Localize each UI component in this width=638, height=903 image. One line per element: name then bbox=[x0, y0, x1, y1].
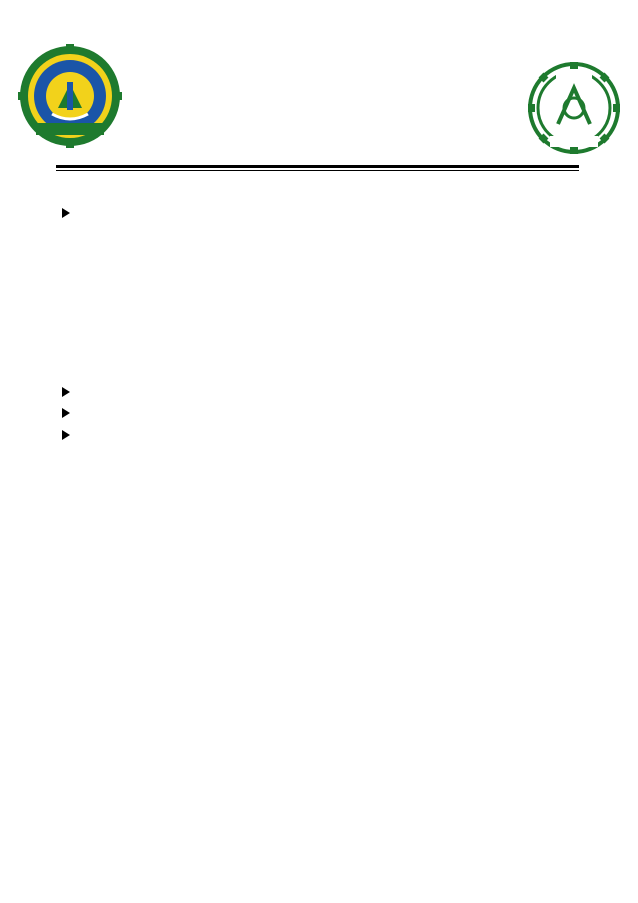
arrow-bullet-icon bbox=[62, 408, 70, 418]
letterhead-rule-thin bbox=[56, 170, 579, 171]
rohis-emblem-logo bbox=[528, 62, 620, 154]
formal-item bbox=[62, 406, 78, 421]
school-emblem-logo bbox=[18, 44, 122, 148]
pengurus-item bbox=[62, 385, 78, 400]
arrow-bullet-icon bbox=[62, 387, 70, 397]
arrow-bullet-icon bbox=[62, 208, 70, 218]
arrow-bullet-icon bbox=[62, 430, 70, 440]
buka-bersama-item bbox=[62, 428, 78, 443]
intro-item bbox=[62, 206, 78, 221]
letterhead-rule-thick bbox=[56, 165, 579, 168]
